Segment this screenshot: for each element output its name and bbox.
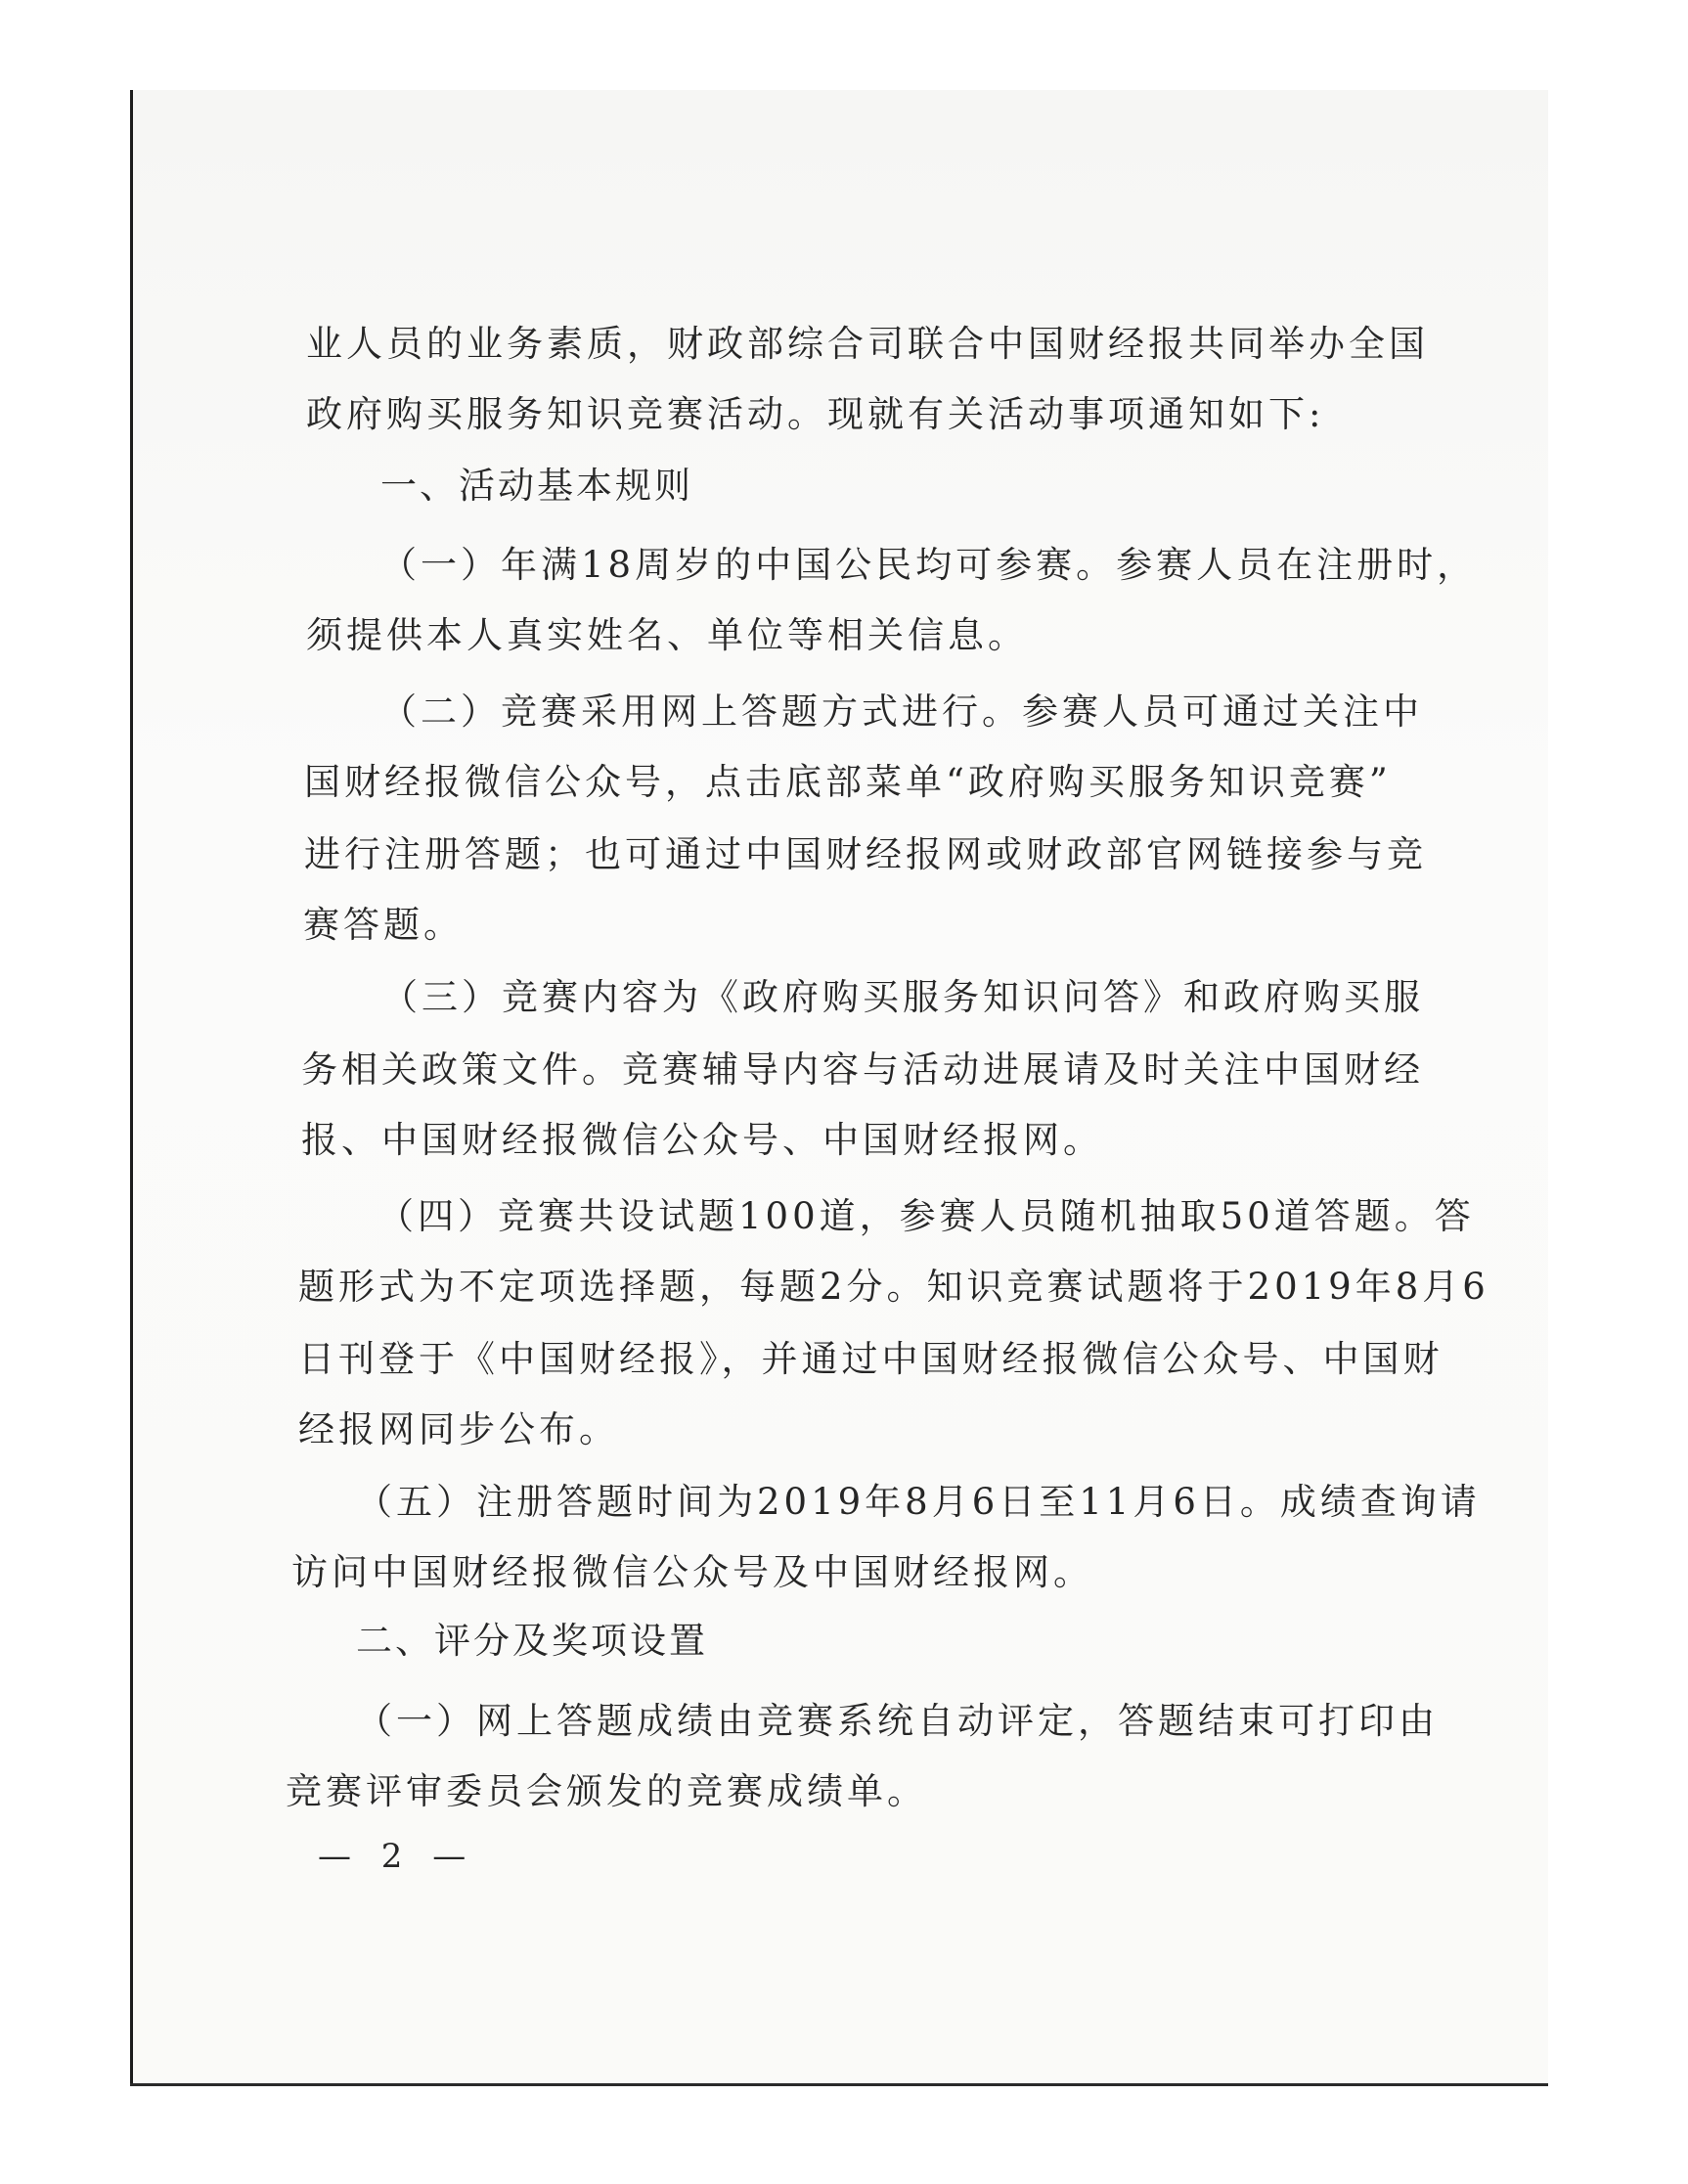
- paragraph-line: 竞赛评审委员会颁发的竞赛成绩单。: [286, 1770, 927, 1812]
- section-heading-scoring-awards: 二、评分及奖项设置: [356, 1620, 708, 1662]
- paragraph-line: （一）年满18周岁的中国公民均可参赛。参赛人员在注册时，: [380, 544, 1478, 586]
- paragraph-line: 日刊登于《中国财经报》，并通过中国财经报微信公众号、中国财: [298, 1338, 1444, 1380]
- paragraph-line: 进行注册答题；也可通过中国财经报网或财政部官网链接参与竞: [304, 833, 1427, 875]
- paragraph-line: 业人员的业务素质，财政部综合司联合中国财经报共同举办全国: [306, 323, 1429, 365]
- paragraph-line: 国财经报微信公众号，点击底部菜单“政府购买服务知识竞赛”: [304, 761, 1392, 803]
- paragraph-line: 赛答题。: [303, 904, 464, 946]
- paragraph-line: （一）网上答题成绩由竞赛系统自动评定，答题结束可打印由: [356, 1700, 1439, 1742]
- paragraph-line: 报、中国财经报微信公众号、中国财经报网。: [301, 1119, 1103, 1161]
- paragraph-line: 经报网同步公布。: [298, 1408, 619, 1450]
- page-bottom-edge: [130, 2083, 1548, 2086]
- paragraph-line: （五）注册答题时间为2019年8月6日至11月6日。成绩查询请: [356, 1481, 1481, 1523]
- page-number: — 2 —: [318, 1837, 476, 1876]
- paragraph-line: （四）竞赛共设试题100道，参赛人员随机抽取50道答题。答: [378, 1195, 1475, 1237]
- section-heading-activity-rules: 一、活动基本规则: [380, 465, 693, 507]
- paragraph-line: （三）竞赛内容为《政府购买服务知识问答》和政府购买服: [381, 976, 1424, 1018]
- paragraph-line: （二）竞赛采用网上答题方式进行。参赛人员可通过关注中: [380, 691, 1423, 733]
- page-left-edge: [130, 90, 133, 2085]
- paragraph-line: 政府购买服务知识竞赛活动。现就有关活动事项通知如下:: [306, 393, 1325, 435]
- paragraph-line: 务相关政策文件。竞赛辅导内容与活动进展请及时关注中国财经: [301, 1048, 1424, 1091]
- paragraph-line: 题形式为不定项选择题，每题2分。知识竞赛试题将于2019年8月6: [298, 1266, 1489, 1308]
- paragraph-line: 访问中国财经报微信公众号及中国财经报网。: [291, 1551, 1093, 1593]
- paragraph-line: 须提供本人真实姓名、单位等相关信息。: [306, 614, 1028, 656]
